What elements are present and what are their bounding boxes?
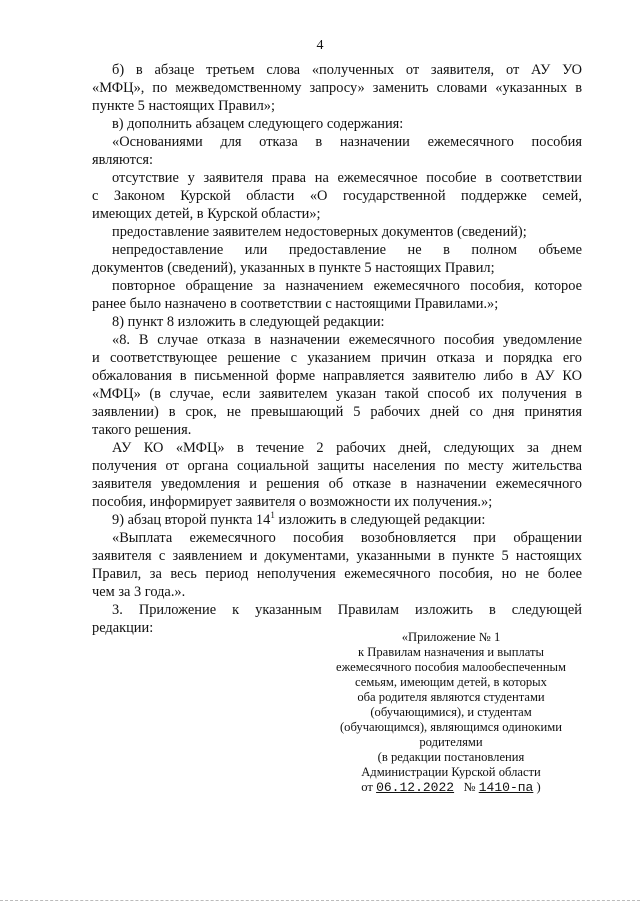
body-line: непредоставление или предоставление не в полном объеме: [112, 242, 582, 258]
appendix-line: ежемесячного пособия малообеспеченным: [335, 660, 566, 674]
body-line: и соответствующее решение с указанием причин отказа и порядка его: [92, 350, 582, 366]
body-line: ранее было назначено в соответствии с настоящими Правилами.»;: [92, 296, 499, 312]
appendix-line: оба родителя являются студентами: [357, 690, 545, 704]
body-line: 3. Приложение к указанным Правилам изложить в следующей: [112, 602, 582, 618]
appendix-line: к Правилам назначения и выплаты: [358, 645, 544, 659]
body-line: предоставление заявителем недостоверных документов (сведений);: [112, 224, 527, 240]
body-line-with-superscript: [112, 512, 582, 528]
body-line: являются:: [92, 152, 154, 168]
closing-paren: ): [536, 780, 541, 794]
body-line: «Основаниями для отказа в назначении ежемесячного пособия: [112, 134, 582, 150]
body-line: такого решения.: [92, 422, 192, 438]
body-line: документов (сведений), указанных в пункте 5 настоящих Правил;: [92, 260, 495, 276]
appendix-line: семьям, имеющим детей, в которых: [355, 675, 547, 689]
body-line: 8) пункт 8 изложить в следующей редакции:: [112, 314, 385, 330]
page-number: 4: [316, 38, 324, 53]
body-line: АУ КО «МФЦ» в течение 2 рабочих дней, следующих за днем: [112, 440, 582, 456]
body-line: заявлении) в срок, не превышающий 5 рабочих дней со дня принятия: [92, 404, 582, 420]
body-line: б) в абзаце третьем слова «полученных от заявителя, от АУ УО: [112, 62, 582, 78]
body-line: заявителя уведомления и решения об отказе в назначении ежемесячного: [92, 476, 582, 492]
body-line: имеющих детей, в Курской области»;: [92, 206, 321, 222]
date-value: 06.12.2022: [376, 780, 455, 795]
body-line: заявителя с заявлением и документами, указанными в пункте 5 настоящих: [92, 548, 582, 564]
appendix-line: родителями: [419, 735, 483, 749]
body-line-part: 9) абзац второй пункта 14: [112, 512, 271, 528]
scan-edge-divider: [0, 900, 640, 901]
body-line: с Законом Курской области «О государственной поддержке семей,: [92, 188, 582, 204]
appendix-line: «Приложение № 1: [401, 630, 501, 644]
body-line: повторное обращение за назначением ежемесячного пособия, которое: [112, 278, 582, 294]
appendix-line: (в редакции постановления: [377, 750, 525, 764]
body-line: пособия, информирует заявителя о возможности их получения.»;: [92, 494, 493, 510]
body-line-part: изложить в следующей редакции:: [278, 512, 486, 528]
number-sign: №: [463, 780, 476, 794]
superscript: 1: [270, 510, 275, 521]
body-line: чем за 3 года.».: [92, 584, 186, 600]
appendix-date-line: [318, 780, 584, 794]
appendix-line: (обучающимися), и студентам: [370, 705, 532, 719]
body-line: «МФЦ», по межведомственному запросу» заменить словами «указанных в: [92, 80, 582, 96]
body-line: «Выплата ежемесячного пособия возобновляется при обращении: [112, 530, 582, 546]
body-line: обжалования в письменной форме направляется заявителю либо в АУ КО: [92, 368, 582, 384]
appendix-line: Администрации Курской области: [361, 765, 541, 779]
body-line: отсутствие у заявителя права на ежемесячное пособие в соответствии: [112, 170, 582, 186]
body-line: «8. В случае отказа в назначении ежемесячного пособия уведомление: [112, 332, 582, 348]
appendix-line: (обучающимся), являющимся одинокими: [339, 720, 562, 734]
body-line: редакции:: [92, 620, 154, 636]
body-line: получения от органа социальной защиты населения по месту жительства: [92, 458, 582, 474]
date-prefix: от: [361, 780, 373, 794]
document-number: 1410-па: [478, 780, 534, 795]
body-line: пункте 5 настоящих Правил»;: [92, 98, 276, 114]
body-line: в) дополнить абзацем следующего содержания:: [112, 116, 404, 132]
body-line: «МФЦ» (в случае, если заявителем указан такой способ их получения в: [92, 386, 582, 402]
body-line: Правил, за весь период неполучения ежемесячного пособия, но не более: [92, 566, 582, 582]
